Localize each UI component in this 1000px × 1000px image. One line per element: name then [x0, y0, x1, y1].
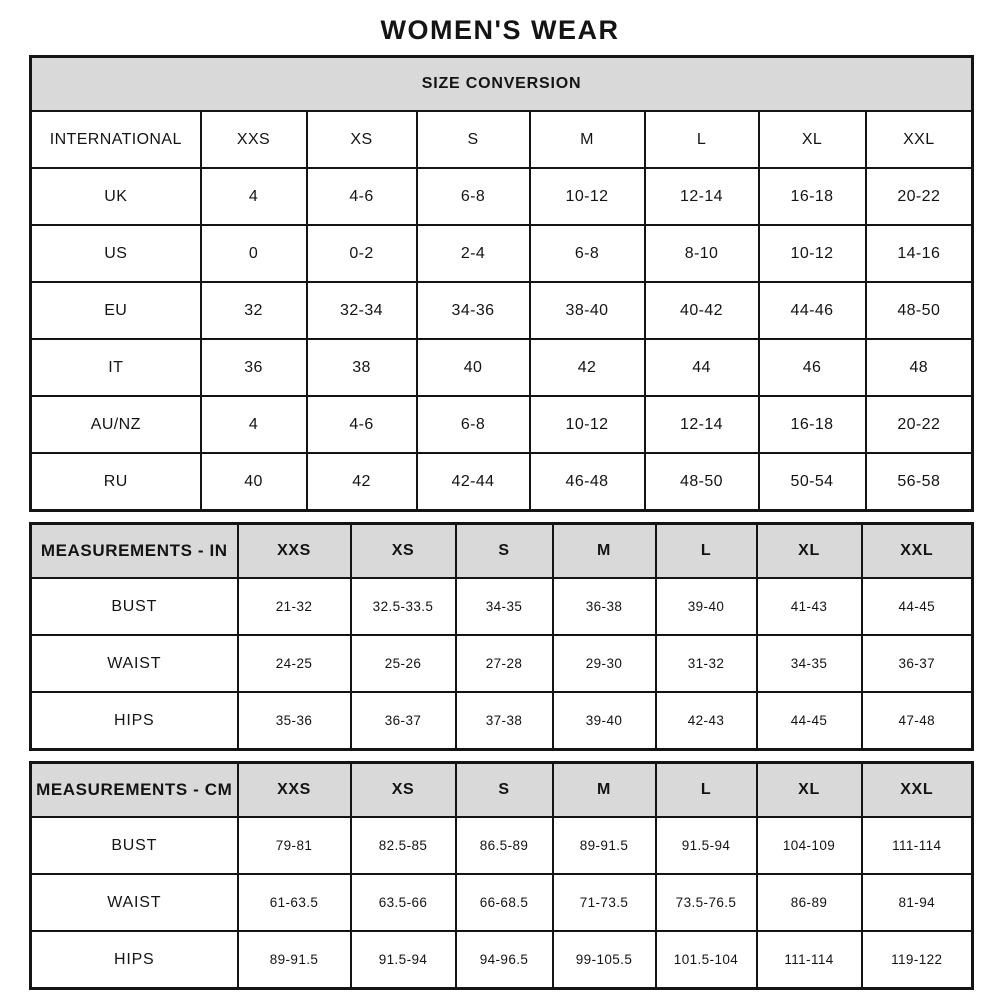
row-label: WAIST [31, 874, 238, 931]
cell: 24-25 [238, 635, 351, 692]
column-header: XL [757, 524, 862, 579]
cell: 36-37 [862, 635, 973, 692]
cell: 32-34 [307, 282, 417, 339]
cell: 94-96.5 [456, 931, 553, 989]
cell: 46-48 [530, 453, 645, 511]
cell: 21-32 [238, 578, 351, 635]
cell: 66-68.5 [456, 874, 553, 931]
cell: 91.5-94 [656, 817, 757, 874]
cell: 36-38 [553, 578, 656, 635]
table-row-uk [31, 168, 973, 225]
table-row-international [31, 111, 973, 168]
cell: 79-81 [238, 817, 351, 874]
table-row-bust-in [31, 578, 973, 635]
measurements-cm-table [29, 761, 974, 990]
cell: 111-114 [757, 931, 862, 989]
cell: 6-8 [417, 396, 530, 453]
measurements-in-table [29, 522, 974, 751]
cell: 34-36 [417, 282, 530, 339]
column-header: L [656, 524, 757, 579]
cell: XS [307, 111, 417, 168]
cell: 37-38 [456, 692, 553, 750]
cell: 39-40 [553, 692, 656, 750]
cell: 34-35 [757, 635, 862, 692]
cell: 81-94 [862, 874, 973, 931]
column-header: XXS [238, 524, 351, 579]
cell: 61-63.5 [238, 874, 351, 931]
cell: 8-10 [645, 225, 759, 282]
cell: 44-45 [757, 692, 862, 750]
page-title: WOMEN'S WEAR [380, 15, 620, 45]
cell: 86.5-89 [456, 817, 553, 874]
cell: 56-58 [866, 453, 973, 511]
row-label: RU [31, 453, 201, 511]
cell: 2-4 [417, 225, 530, 282]
table-row-us [31, 225, 973, 282]
column-header: L [656, 763, 757, 818]
cell: XXL [866, 111, 973, 168]
table-row-bust-cm [31, 817, 973, 874]
size-conversion-table [29, 55, 974, 512]
cell: 40 [201, 453, 307, 511]
row-label: WAIST [31, 635, 238, 692]
cell: 6-8 [530, 225, 645, 282]
table-row-waist-in [31, 635, 973, 692]
column-header: XS [351, 524, 456, 579]
table-row-it [31, 339, 973, 396]
size-conversion-header: SIZE CONVERSION [31, 57, 973, 112]
cell: 14-16 [866, 225, 973, 282]
table-row-hips-in [31, 692, 973, 750]
cell: 89-91.5 [238, 931, 351, 989]
cell: 111-114 [862, 817, 973, 874]
cell: S [417, 111, 530, 168]
cell: 50-54 [759, 453, 866, 511]
cell: 42-43 [656, 692, 757, 750]
cell: 16-18 [759, 396, 866, 453]
column-header: M [553, 763, 656, 818]
cell: 36 [201, 339, 307, 396]
measurements-in-header: MEASUREMENTS - IN [31, 524, 238, 579]
table-row-eu [31, 282, 973, 339]
cell: 44-46 [759, 282, 866, 339]
cell: 12-14 [645, 396, 759, 453]
cell: 86-89 [757, 874, 862, 931]
cell: 39-40 [656, 578, 757, 635]
cell: 6-8 [417, 168, 530, 225]
cell: 32 [201, 282, 307, 339]
cell: 10-12 [759, 225, 866, 282]
cell: 27-28 [456, 635, 553, 692]
row-label: EU [31, 282, 201, 339]
table-row-aunz [31, 396, 973, 453]
cell: 89-91.5 [553, 817, 656, 874]
cell: 41-43 [757, 578, 862, 635]
cell: 44-45 [862, 578, 973, 635]
cell: 119-122 [862, 931, 973, 989]
cell: 0 [201, 225, 307, 282]
table-row-waist-cm [31, 874, 973, 931]
cell: 42 [307, 453, 417, 511]
cell: 0-2 [307, 225, 417, 282]
cell: 35-36 [238, 692, 351, 750]
row-label: IT [31, 339, 201, 396]
column-header: S [456, 524, 553, 579]
cell: 71-73.5 [553, 874, 656, 931]
cell: 38-40 [530, 282, 645, 339]
table-row-ru [31, 453, 973, 511]
cell: 46 [759, 339, 866, 396]
cell: 48-50 [866, 282, 973, 339]
column-header: XXL [862, 763, 973, 818]
cell: 48-50 [645, 453, 759, 511]
cell: 10-12 [530, 168, 645, 225]
cell: 42-44 [417, 453, 530, 511]
cell: 34-35 [456, 578, 553, 635]
row-label: INTERNATIONAL [31, 111, 201, 168]
row-label: HIPS [31, 692, 238, 750]
cell: 32.5-33.5 [351, 578, 456, 635]
cell: 40-42 [645, 282, 759, 339]
cell: XXS [201, 111, 307, 168]
column-header: S [456, 763, 553, 818]
cell: 82.5-85 [351, 817, 456, 874]
cell: 44 [645, 339, 759, 396]
cell: 47-48 [862, 692, 973, 750]
cell: 4 [201, 396, 307, 453]
cell: 104-109 [757, 817, 862, 874]
cell: L [645, 111, 759, 168]
cell: 48 [866, 339, 973, 396]
cell: 29-30 [553, 635, 656, 692]
table-row-hips-cm [31, 931, 973, 989]
column-header: M [553, 524, 656, 579]
measurements-cm-header-row [31, 763, 973, 818]
row-label: BUST [31, 817, 238, 874]
cell: 4-6 [307, 396, 417, 453]
tables-container [29, 55, 971, 990]
cell: 25-26 [351, 635, 456, 692]
cell: 20-22 [866, 168, 973, 225]
row-label: AU/NZ [31, 396, 201, 453]
cell: 99-105.5 [553, 931, 656, 989]
cell: 101.5-104 [656, 931, 757, 989]
cell: 42 [530, 339, 645, 396]
size-conversion-header-row [31, 57, 973, 112]
cell: 38 [307, 339, 417, 396]
column-header: XS [351, 763, 456, 818]
measurements-cm-header: MEASUREMENTS - CM [31, 763, 238, 818]
cell: 4-6 [307, 168, 417, 225]
cell: 4 [201, 168, 307, 225]
cell: 40 [417, 339, 530, 396]
column-header: XL [757, 763, 862, 818]
measurements-in-header-row [31, 524, 973, 579]
cell: M [530, 111, 645, 168]
cell: 73.5-76.5 [656, 874, 757, 931]
cell: 36-37 [351, 692, 456, 750]
cell: 91.5-94 [351, 931, 456, 989]
cell: 16-18 [759, 168, 866, 225]
cell: 12-14 [645, 168, 759, 225]
row-label: US [31, 225, 201, 282]
row-label: UK [31, 168, 201, 225]
cell: XL [759, 111, 866, 168]
row-label: BUST [31, 578, 238, 635]
row-label: HIPS [31, 931, 238, 989]
cell: 20-22 [866, 396, 973, 453]
column-header: XXL [862, 524, 973, 579]
column-header: XXS [238, 763, 351, 818]
cell: 10-12 [530, 396, 645, 453]
cell: 63.5-66 [351, 874, 456, 931]
cell: 31-32 [656, 635, 757, 692]
